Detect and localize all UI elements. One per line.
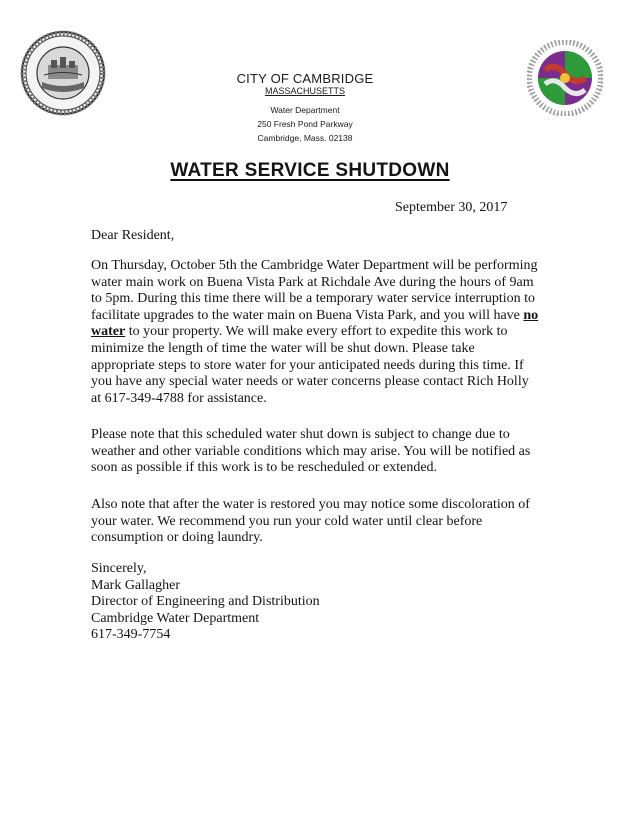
paragraph-1-after: to your property. We will make every effort to expedite this work to minimize the length of time the water will be shut down. Please take appropriate steps to store water for your anticipated needs during this time. If you have any special water needs or water concerns please contact Rich Holly at 617-349-4788 for assistance. — [91, 324, 529, 406]
letterhead-state: MASSACHUSETTS — [264, 86, 345, 96]
letterhead — [200, 71, 410, 145]
paragraph-2 — [91, 427, 541, 477]
letterhead-department: Water Department — [270, 105, 340, 115]
signoff-phone: 617-349-7754 — [91, 627, 171, 643]
letter-date: September 30, 2017 — [395, 200, 508, 215]
signoff-title: Director of Engineering and Distribution — [91, 594, 320, 610]
signoff-block — [91, 561, 541, 644]
letterhead-address-line1: 250 Fresh Pond Parkway — [257, 119, 353, 129]
signoff-closing: Sincerely, — [91, 561, 147, 576]
paragraph-3 — [91, 497, 541, 547]
paragraph-3-text: Also note that after the water is restored you may notice some discoloration of your water. We recommend you run your cold water until clear before consumption or doing laundry. — [91, 497, 530, 546]
signoff-name: Mark Gallagher — [91, 577, 181, 593]
paragraph-2-text: Please note that this scheduled water shut down is subject to change due to weather and other variable conditions which may arise. You will be notified as soon as possible if this work is to be rescheduled or extended. — [91, 427, 531, 476]
city-seal-logo — [20, 30, 106, 116]
water-department-logo — [527, 40, 603, 116]
signoff-organization: Cambridge Water Department — [91, 610, 260, 626]
salutation: Dear Resident, — [91, 228, 175, 243]
paragraph-1 — [91, 258, 541, 407]
no-water-emphasis: no water — [91, 307, 539, 340]
paragraph-1-before: On Thursday, October 5th the Cambridge Water Department will be performing water main work on Buena Vista Park at Richdale Ave during the hours of 9am to 5pm. During this time there will be a temporary water service interruption to facilitate upgrades to the water main on Buena Vista Park, and you will have — [91, 258, 538, 323]
headline: WATER SERVICE SHUTDOWN — [170, 160, 450, 181]
letterhead-city: CITY OF CAMBRIDGE — [236, 71, 374, 86]
letterhead-address-line2: Cambridge, Mass. 02138 — [257, 133, 353, 143]
